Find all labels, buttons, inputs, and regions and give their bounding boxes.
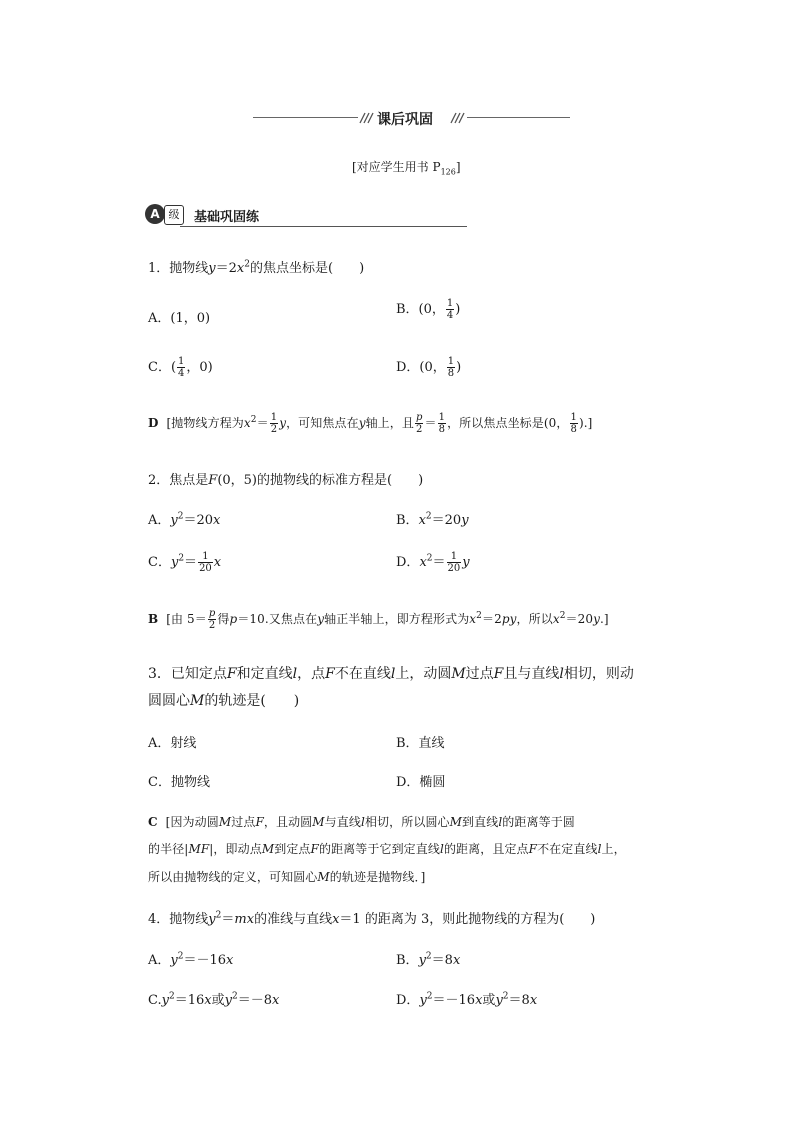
q1-sol-t4: 轴上，且 bbox=[365, 416, 414, 430]
q1-sol-frac1 bbox=[270, 412, 278, 435]
q3-s3b: 的轨迹是抛物线．] bbox=[329, 870, 426, 884]
ref-suffix: ] bbox=[455, 160, 461, 174]
q2-c-fraction bbox=[198, 551, 213, 574]
q3-s1l: l bbox=[360, 815, 365, 829]
q2-sol-exp2: 2 bbox=[559, 611, 566, 621]
q1-c-fraction bbox=[177, 356, 185, 379]
q3-M1: M bbox=[451, 666, 466, 682]
q1-b-num: 1 bbox=[446, 298, 454, 309]
q2-c-mid: ＝ bbox=[184, 555, 198, 570]
q4-c-mid2: ＝－8 bbox=[237, 993, 272, 1008]
q3-F3: F bbox=[493, 666, 504, 682]
q3-option-d: D．椭圆 bbox=[396, 775, 446, 790]
q1-var-y: y bbox=[208, 261, 216, 276]
q4-d-x: x bbox=[475, 993, 483, 1008]
q1-var-x: x bbox=[236, 261, 245, 276]
q1-b-den: 4 bbox=[446, 310, 454, 321]
q3-option-c: C．抛物线 bbox=[148, 775, 210, 790]
q3-s1M3: M bbox=[449, 815, 463, 829]
q2-option-b bbox=[396, 509, 469, 528]
q2-sol-t5: ＝2 bbox=[482, 612, 502, 626]
q4-d-pre: D． bbox=[396, 993, 420, 1008]
q4-b-x: x bbox=[452, 953, 461, 968]
q4-a-mid: ＝－16 bbox=[183, 953, 227, 968]
q2-a-x: x bbox=[213, 513, 221, 528]
q2-option-a bbox=[148, 509, 220, 528]
q3-s1g: 的距离等于圆 bbox=[502, 815, 575, 829]
q2-sol-t6: ，所以 bbox=[516, 612, 553, 626]
q3-l1d: 不在直线 bbox=[334, 666, 391, 682]
q3-s1b: 过点 bbox=[231, 815, 256, 829]
q3-s2a: 的半径| bbox=[148, 842, 189, 856]
q2-b-x: x bbox=[418, 513, 426, 528]
ref-prefix: [对应学生用书 P bbox=[352, 160, 441, 174]
q4-c-exp2: 2 bbox=[231, 991, 238, 1002]
q3-F1: F bbox=[226, 666, 237, 682]
q3-l1e: 上，动圆 bbox=[395, 666, 452, 682]
q2-a-y: y bbox=[170, 513, 178, 528]
q4-d-exp2: 2 bbox=[502, 991, 509, 1002]
q3-l1b: 和定直线 bbox=[236, 666, 293, 682]
q4-option-d bbox=[396, 989, 537, 1008]
q1-sol-f1n: 1 bbox=[270, 412, 278, 423]
q3-s2d: 的距离等于它到定直线 bbox=[318, 842, 440, 856]
q2-option-c bbox=[148, 551, 221, 574]
q2-sol-y2: y bbox=[593, 612, 600, 626]
q3-solution-line2 bbox=[148, 840, 626, 857]
q2-c-y: y bbox=[170, 555, 179, 570]
q4-a-x: x bbox=[226, 953, 234, 968]
q4-c-or: 或 bbox=[211, 993, 225, 1008]
q1-sol-t6: ，所以焦点坐标是(0， bbox=[447, 416, 569, 430]
q1-sol-f3d: 8 bbox=[438, 424, 446, 435]
q3-l3: l bbox=[559, 666, 564, 682]
q2-d-pre: D． bbox=[396, 555, 420, 570]
q2-c-exp: 2 bbox=[178, 553, 185, 564]
q3-solution-line3 bbox=[148, 868, 425, 885]
hatch-left-icon bbox=[358, 112, 374, 124]
q1-solution bbox=[148, 412, 592, 435]
q1-b-pre: B．(0， bbox=[396, 302, 445, 317]
q2-sol-exp: 2 bbox=[476, 611, 482, 621]
q3-s1e: 相切，所以圆心 bbox=[364, 815, 450, 829]
q3-stem-line2 bbox=[148, 690, 299, 710]
q1-sol-t1: [抛物线方程为 bbox=[166, 416, 244, 430]
q4-c-y: y bbox=[161, 993, 169, 1008]
q2-sol-x: x bbox=[469, 612, 477, 626]
book-reference bbox=[352, 158, 461, 176]
q1-sol-f3n: 1 bbox=[438, 412, 446, 423]
q1-d-fraction bbox=[447, 356, 455, 379]
q2-a-mid: ＝20 bbox=[183, 513, 214, 528]
q2-d-fraction bbox=[447, 551, 462, 574]
q1-sol-frac4 bbox=[570, 412, 578, 435]
q4-var-y: y bbox=[208, 912, 216, 927]
q3-s2g: 上， bbox=[601, 842, 626, 856]
q2-var-F: F bbox=[208, 473, 218, 488]
q2-d-exp: 2 bbox=[426, 553, 433, 564]
q1-d-num: 1 bbox=[447, 356, 455, 367]
q4-d-y2: y bbox=[495, 993, 503, 1008]
q2-sol-t3: ＝10.又焦点在 bbox=[237, 612, 318, 626]
q1-sol-f2n: p bbox=[415, 412, 423, 423]
q4-c-pre: C. bbox=[148, 993, 162, 1008]
section-title: 课后巩固 bbox=[377, 112, 433, 128]
q3-option-a: A．射线 bbox=[148, 736, 197, 751]
q4-option-b bbox=[396, 949, 460, 968]
q3-l2: l bbox=[390, 666, 396, 682]
level-title: 基础巩固练 bbox=[194, 210, 260, 225]
q2-b-mid: ＝20 bbox=[431, 513, 462, 528]
q2-solution bbox=[148, 608, 609, 631]
q1-c-num: 1 bbox=[178, 356, 185, 367]
q3-l1: l bbox=[292, 666, 298, 682]
q3-s1d: 与直线 bbox=[324, 815, 361, 829]
q1-sol-y2: y bbox=[358, 416, 366, 430]
q2-d-mid: ＝ bbox=[432, 555, 446, 570]
q3-stem-line1 bbox=[148, 663, 634, 683]
q1-c-den: 4 bbox=[178, 368, 185, 379]
q4-stem bbox=[148, 908, 595, 927]
q1-sol-f4d: 8 bbox=[570, 424, 577, 435]
q1-b-fraction bbox=[446, 298, 454, 321]
q1-stem-post: 的焦点坐标是( ) bbox=[250, 261, 365, 276]
q4-d-x2: x bbox=[529, 993, 538, 1008]
q1-sol-f1d: 2 bbox=[270, 424, 278, 435]
q3-s2M: M bbox=[261, 842, 275, 856]
q4-c-x2: x bbox=[272, 993, 280, 1008]
q2-d-num: 1 bbox=[450, 551, 458, 562]
q1-sol-y: y bbox=[279, 416, 287, 430]
q4-d-or: 或 bbox=[482, 993, 496, 1008]
q1-sol-t3: ，可知焦点在 bbox=[286, 416, 359, 430]
q4-exp: 2 bbox=[215, 910, 222, 921]
level-badge: A bbox=[145, 204, 165, 224]
q3-l2a: 圆圆心 bbox=[148, 693, 190, 709]
q2-sol-t7: ＝20 bbox=[565, 612, 594, 626]
q1-sol-x: x bbox=[243, 416, 251, 430]
q4-a-pre: A． bbox=[148, 953, 171, 968]
q2-c-den: 20 bbox=[199, 563, 212, 574]
q1-option-b bbox=[396, 298, 460, 321]
q2-sol-fd: 2 bbox=[208, 620, 216, 631]
q3-l1a: 3．已知定点 bbox=[148, 666, 227, 682]
q3-l1g: 且与直线 bbox=[503, 666, 560, 682]
q3-l1c: ，点 bbox=[297, 666, 326, 682]
q4-d-mid2: ＝8 bbox=[508, 993, 530, 1008]
q3-l2b: 的轨迹是( ) bbox=[204, 693, 300, 709]
q3-s3a: 所以由抛物线的定义，可知圆心 bbox=[148, 870, 318, 884]
q1-option-a: A．(1，0) bbox=[148, 311, 211, 326]
level-badge-suffix: 级 bbox=[164, 205, 184, 225]
q4-c-y2: y bbox=[224, 993, 232, 1008]
q1-stem bbox=[148, 257, 364, 276]
q2-sol-frac bbox=[208, 608, 217, 631]
q4-option-a bbox=[148, 949, 233, 968]
q1-option-c bbox=[148, 356, 213, 379]
q3-s3M: M bbox=[317, 870, 330, 884]
q3-s2b: |，即动点 bbox=[209, 842, 262, 856]
q1-c-post: ，0) bbox=[186, 360, 213, 375]
q3-s1a: [因为动圆 bbox=[165, 815, 219, 829]
q2-option-d bbox=[396, 551, 470, 574]
q1-answer: D bbox=[148, 416, 159, 430]
q4-stem-pre: 4．抛物线 bbox=[148, 912, 209, 927]
q3-s2l2: l bbox=[597, 842, 602, 856]
q1-d-den: 8 bbox=[447, 368, 455, 379]
q2-sol-p: p bbox=[229, 612, 238, 626]
q3-s2f: 不在定直线 bbox=[537, 842, 598, 856]
q2-b-pre: B． bbox=[396, 513, 419, 528]
q3-F2: F bbox=[325, 666, 335, 682]
q1-sol-f2d: 2 bbox=[416, 424, 423, 435]
q1-eq: ＝2 bbox=[215, 261, 237, 276]
q3-s2l: l bbox=[439, 842, 444, 856]
q4-var-mx: mx bbox=[234, 912, 255, 927]
q2-a-pre: A． bbox=[148, 513, 171, 528]
q3-s1l2: l bbox=[498, 815, 503, 829]
q4-d-y: y bbox=[419, 993, 427, 1008]
q2-sol-t2: 得 bbox=[217, 612, 230, 626]
q4-a-exp: 2 bbox=[177, 951, 184, 962]
level-underline bbox=[180, 226, 467, 227]
q1-sol-frac2 bbox=[415, 412, 424, 435]
q3-s1f: 到直线 bbox=[462, 815, 499, 829]
q4-var-x: x bbox=[332, 912, 340, 927]
q1-c-pre: C．( bbox=[148, 360, 177, 375]
q4-d-exp: 2 bbox=[426, 991, 433, 1002]
q2-sol-py: py bbox=[501, 612, 517, 626]
q2-answer: B bbox=[148, 612, 159, 626]
q4-b-pre: B． bbox=[396, 953, 419, 968]
q2-d-y: y bbox=[462, 555, 470, 570]
q1-sol-exp: 2 bbox=[250, 415, 257, 425]
q2-c-pre: C． bbox=[148, 555, 171, 570]
q4-c-mid: ＝16 bbox=[174, 993, 205, 1008]
q4-c-x: x bbox=[204, 993, 212, 1008]
q2-sol-x2: x bbox=[552, 612, 560, 626]
q2-b-exp: 2 bbox=[425, 511, 432, 522]
q2-sol-y: y bbox=[317, 612, 325, 626]
q1-option-d bbox=[396, 356, 461, 379]
q4-eq: ＝ bbox=[221, 912, 235, 927]
q3-answer: C bbox=[148, 815, 158, 829]
q1-d-pre: D．(0， bbox=[396, 360, 446, 375]
q4-stem-mid: 的准线与直线 bbox=[254, 912, 333, 927]
header-rule-left bbox=[253, 117, 358, 118]
header-rule-right bbox=[467, 117, 570, 118]
q1-sol-t2: ＝ bbox=[256, 416, 269, 430]
q4-stem-post: ＝1 的距离为 3，则此抛物线的方程为( ) bbox=[339, 912, 596, 927]
q2-d-den: 20 bbox=[447, 563, 461, 574]
q3-M2: M bbox=[190, 693, 205, 709]
q4-b-exp: 2 bbox=[425, 951, 432, 962]
q2-stem-post: (0，5)的抛物线的标准方程是( ) bbox=[217, 473, 424, 488]
q1-sol-frac3 bbox=[438, 412, 446, 435]
q4-b-mid: ＝8 bbox=[431, 953, 453, 968]
q3-s2F2: F bbox=[528, 842, 538, 856]
q1-sol-t7: ).] bbox=[578, 416, 593, 430]
q1-sol-t5: ＝ bbox=[424, 416, 437, 430]
q4-a-y: y bbox=[170, 953, 178, 968]
q2-d-x: x bbox=[419, 555, 427, 570]
q1-stem-pre: 1．抛物线 bbox=[148, 261, 209, 276]
q3-s2MF: MF bbox=[188, 842, 210, 856]
q1-d-post: ) bbox=[456, 360, 462, 375]
q2-b-y: y bbox=[461, 513, 469, 528]
q3-l1f: 过点 bbox=[465, 666, 494, 682]
q4-c-exp: 2 bbox=[168, 991, 175, 1002]
q2-stem bbox=[148, 469, 423, 488]
q1-exp: 2 bbox=[244, 259, 250, 270]
q3-solution-line1 bbox=[148, 813, 575, 830]
ref-page-sub: 126 bbox=[440, 167, 456, 177]
q1-b-post: ) bbox=[455, 302, 461, 317]
q2-c-num: 1 bbox=[202, 551, 209, 562]
q2-a-exp: 2 bbox=[177, 511, 184, 522]
q3-s1c: ，且动圆 bbox=[263, 815, 313, 829]
q3-s2F: F bbox=[310, 842, 319, 856]
q2-c-x: x bbox=[213, 555, 222, 570]
q2-sol-t1: [由 5＝ bbox=[166, 612, 207, 626]
q4-option-c bbox=[148, 989, 279, 1008]
q3-s1M2: M bbox=[312, 815, 325, 829]
q3-s2e: 的距离，且定点 bbox=[443, 842, 529, 856]
q4-d-mid: ＝－16 bbox=[432, 993, 476, 1008]
q3-s1M: M bbox=[218, 815, 232, 829]
q4-b-y: y bbox=[418, 953, 426, 968]
hatch-right-icon bbox=[449, 112, 465, 124]
q2-sol-fn: p bbox=[208, 608, 216, 619]
q3-l1h: 相切，则动 bbox=[563, 666, 634, 682]
q2-sol-t8: .] bbox=[600, 612, 609, 626]
q1-sol-f4n: 1 bbox=[570, 412, 577, 423]
q3-s2c: 到定点 bbox=[274, 842, 311, 856]
q3-s1F: F bbox=[255, 815, 264, 829]
q3-option-b: B．直线 bbox=[396, 736, 445, 751]
q2-sol-t4: 轴正半轴上，即方程形式为 bbox=[324, 612, 470, 626]
q2-stem-pre: 2．焦点是 bbox=[148, 473, 209, 488]
